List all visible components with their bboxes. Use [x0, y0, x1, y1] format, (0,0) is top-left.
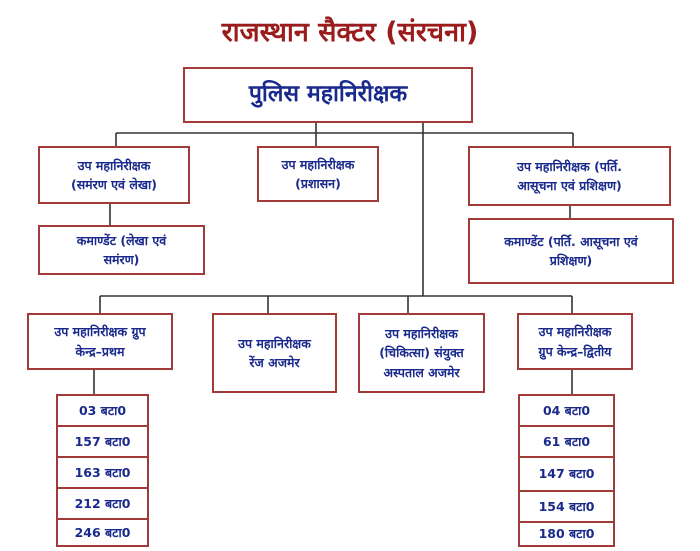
box-line: ग्रुप केन्द्र–द्वितीय	[538, 343, 612, 359]
battalion-label: 157 बटा0	[74, 433, 131, 449]
box-line: (समंरण एवं लेखा)	[70, 177, 157, 192]
box-line: उप महानिरीक्षक	[238, 335, 311, 351]
dig-range-ajmer-box	[212, 313, 337, 393]
battalion-label: 212 बटा0	[74, 495, 131, 511]
battalion-box	[518, 490, 615, 523]
chart-title: राजस्थान सैक्टर (संरचना)	[221, 17, 479, 48]
box-line: (चिकित्सा) संयुक्त	[379, 345, 464, 361]
battalion-box	[56, 394, 149, 427]
box-line: उप महानिरीक्षक	[77, 157, 151, 173]
battalion-box	[518, 521, 615, 547]
box-line: रेंज अजमेर	[249, 355, 300, 370]
box-line: प्रशिक्षण)	[549, 253, 593, 268]
battalion-label: 04 बटा0	[542, 402, 591, 418]
battalion-box	[518, 394, 615, 427]
box-line: केन्द्र–प्रथम	[75, 343, 125, 359]
battalion-box	[56, 425, 149, 458]
box-line: उप महानिरीक्षक (पर्ति.	[516, 158, 622, 174]
battalion-label: 61 बटा0	[542, 433, 591, 449]
battalion-label: 154 बटा0	[538, 498, 595, 514]
dig-admin-box	[257, 146, 379, 202]
box-line: उप महानिरीक्षक	[385, 325, 458, 341]
box-line: (प्रशासन)	[295, 176, 341, 191]
dig-medical-box	[358, 313, 485, 393]
battalion-box	[56, 487, 149, 520]
battalion-box	[518, 425, 615, 458]
dig-accounts-box	[38, 146, 190, 204]
commandant-accounts-box	[38, 225, 205, 275]
battalion-box	[56, 518, 149, 547]
battalion-label: 163 बटा0	[74, 464, 131, 480]
battalion-box	[56, 456, 149, 489]
box-line: आसूचना एवं प्रशिक्षण)	[517, 178, 622, 193]
battalion-label: 147 बटा0	[538, 466, 595, 482]
box-line: कमाण्डेंट (पर्ति. आसूचना एवं	[504, 233, 638, 249]
ig-police-box	[183, 67, 473, 123]
box-line: अस्पताल अजमेर	[383, 364, 460, 380]
box-line: उप महानिरीक्षक	[538, 324, 612, 340]
ig-police-label: पुलिस महानिरीक्षक	[248, 81, 408, 108]
box-line: उप महानिरीक्षक ग्रुप	[54, 324, 146, 340]
box-line: उप महानिरीक्षक	[281, 156, 355, 172]
box-line: समंरण)	[103, 252, 140, 267]
box-line: कमाण्डेंट (लेखा एवं	[76, 232, 167, 248]
battalion-label: 03 बटा0	[78, 402, 127, 418]
battalion-box	[518, 456, 615, 492]
battalion-label: 180 बटा0	[538, 526, 595, 542]
dig-gc1-box	[27, 313, 173, 370]
dig-gc2-box	[517, 313, 633, 370]
dig-training-box	[468, 146, 671, 206]
battalion-label: 246 बटा0	[74, 524, 131, 540]
commandant-training-box	[468, 218, 674, 284]
